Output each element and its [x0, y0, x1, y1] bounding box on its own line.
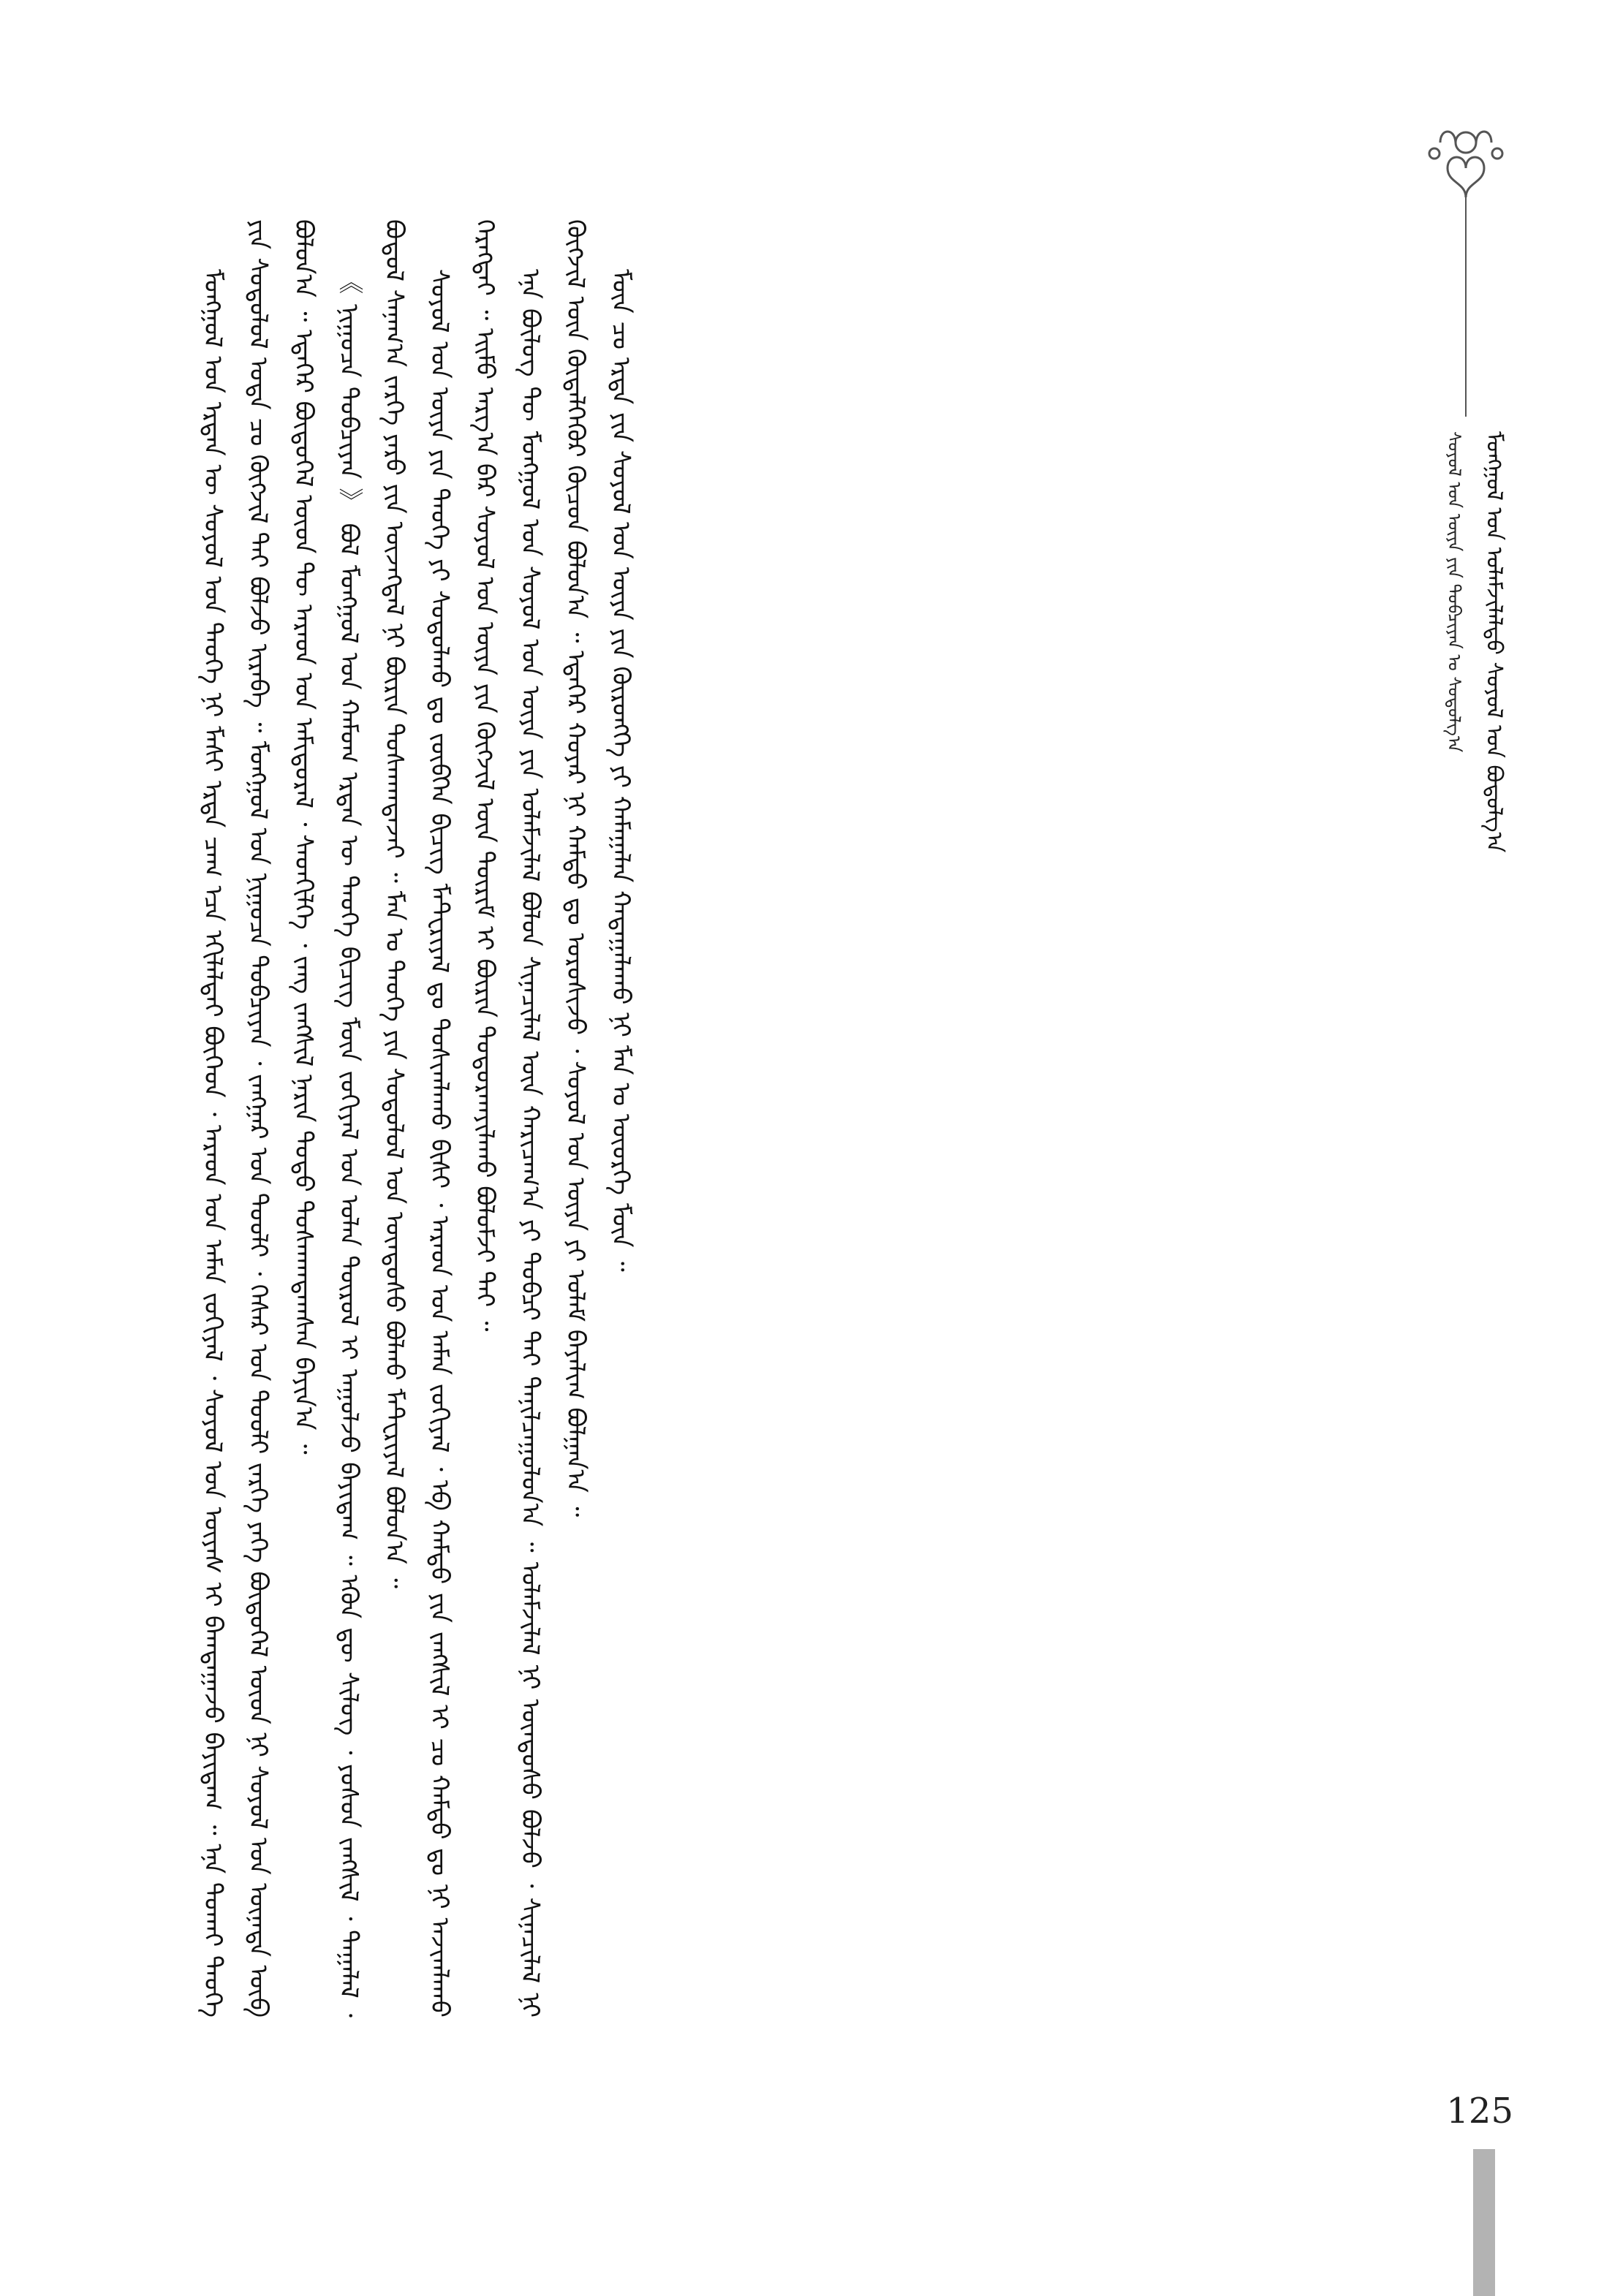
- paragraph: ᠮᠥᠨ ᠴᠤ ᠡᠷᠲᠡ ᠶᠢᠨ ᠰᠣᠶᠣᠯ ᠤᠨ ᠦᠶᠡ ᠶᠢᠨ ᠬᠥᠷᠥᠩᠭᠡ ᠶᠢ ᠬᠠᠮᠠᠭᠠᠯᠠᠨ ᠬᠠᠳᠠᠭᠠᠯᠠᠬᠤ ᠨᠢ ᠮᠠᠨ ᠤ ᠦᠦᠷᠭᠡ ᠮᠥᠨ ᠃: [606, 269, 635, 1272]
- paragraph: ᠡᠨᠡ ᠪᠦᠯᠦᠭ ᠲᠦ ᠮᠣᠩᠭᠣᠯ ᠤᠨ ᠰᠣᠶᠣᠯ ᠤᠨ ᠦᠶᠡ ᠶᠢᠨ ᠤᠯᠠᠮᠵᠢᠯᠠᠯ ᠪᠣᠯᠤᠨ ᠰᠢᠨᠡᠴᠢᠯᠡᠯ ᠦᠨ ᠬᠠᠷᠢᠴᠠᠭ᠎ᠠ ᠶᠢ ᠲᠣᠪᠴᠢ ᠲᠠᠢ ᠲᠠᠨᠢᠯᠴᠠᠭᠤᠯᠤᠨ᠎ᠠ ᠃ ᠤᠯᠠᠮᠵᠢᠯᠠᠯ ᠨᠢ ᠦᠨᠳᠦᠰᠦ ᠪᠣᠯᠵᠤ ᠂ ᠰᠢᠨᠡᠴᠢᠯᠡᠯ ᠨᠢ ᠬᠥᠭᠵᠢᠯ ᠦᠨ ᠬᠥᠳᠡᠯᠭᠡᠭᠦᠷ ᠬᠦᠴᠦᠨ ᠪᠣᠯᠤᠨ᠎ᠠ ᠃ ᠡᠳᠡᠭᠡᠷ ᠬᠣᠶᠠᠷ ᠨᠢ ᠬᠠᠮᠲᠤ ᠳᠤ ᠣᠷᠣᠰᠢᠵᠤ ᠂ ᠰᠣᠶᠣᠯ ᠤᠨ ᠦᠶᠡ ᠶᠢ ᠤᠯᠠᠮ ᠪᠠᠶᠠᠯᠢᠭ ᠪᠣᠯᠭᠠᠨ᠎ᠠ ᠃: [515, 219, 590, 2017]
- running-header: [1418, 117, 1513, 994]
- page-number: 125: [1446, 2091, 1513, 2132]
- paragraph: 《 ᠨᠢᠭᠤᠴᠠ ᠲᠣᠪᠴᠢᠶᠠᠨ 》 ᠪᠣᠯ ᠮᠣᠩᠭᠣᠯ ᠤᠨ ᠬᠠᠮᠤᠭ ᠡᠷᠲᠡᠨ ᠦ ᠲᠡᠦᠬᠡ ᠪᠢᠴᠢᠭ ᠮᠥᠨ ᠵᠣᠬᠢᠶᠠᠯ ᠤᠨ ᠣᠯᠠᠨ ᠲᠥᠷᠥᠯ ᠢ ᠠᠭᠤᠯᠵᠤ ᠪᠠᠶᠢᠳᠠᠭ ᠃ ᠡᠭᠦᠨ ᠳᠦ ᠰᠢᠯᠦᠭ ᠂ ᠶᠣᠰᠤᠨ ᠵᠠᠩᠱᠢᠯ ᠂ ᠲᠠᠭᠠᠯᠠᠯ ᠂ ᠪᠣᠳᠤᠯ ᠰᠠᠨᠠᠭ᠎ᠠ ᠵᠡᠷᠭᠡ ᠶᠡᠷᠦ ᠶᠢᠨ ᠦᠵᠡᠭᠳᠡᠯ ᠨᠢ ᠪᠦᠷᠢᠨ ᠲᠤᠰᠬᠠᠭᠳᠠᠵᠠᠢ ᠃ ᠮᠠᠨ ᠤ ᠲᠡᠦᠬᠡ ᠶᠢᠨ ᠰᠤᠳᠤᠯᠤᠯ ᠤᠨ ᠦᠨᠳᠦᠰᠦ ᠪᠣᠯᠬᠤ ᠮᠠᠲᠸᠷᠢᠶᠠᠯ ᠪᠣᠯᠤᠨ᠎ᠠ ᠃: [334, 219, 409, 2017]
- header-rule: [1465, 197, 1467, 417]
- header-title: ᠮᠣᠩᠭᠣᠯ ᠤᠨ ᠤᠯᠠᠮᠵᠢᠯᠠᠯᠲᠤ ᠰᠤᠶᠤᠯ ᠤᠨ ᠪᠤᠳᠤᠯᠭ᠎ᠠ: [1481, 431, 1507, 853]
- ornament-icon: [1418, 117, 1513, 205]
- header-subtitle: ᠰᠣᠶᠣᠯ ᠤᠨ ᠦᠶᠡ ᠶᠢᠨ ᠲᠣᠪᠴᠢᠶᠠᠨ ᠤ ᠰᠤᠳᠤᠯᠭ᠎ᠠ: [1444, 431, 1464, 753]
- paragraph: ᠰᠣᠶᠣᠯ ᠤᠨ ᠦᠶᠡ ᠶᠢᠨ ᠲᠡᠦᠬᠡ ᠶᠢ ᠰᠤᠳᠤᠯᠬᠤ ᠳᠤ ᠵᠥᠪᠬᠡᠨ ᠪᠢᠴᠢᠭ᠌ ᠮᠠᠲᠸᠷᠢᠶᠠᠯ ᠳᠤ ᠲᠤᠰᠢᠭᠯᠠᠬᠤ ᠪᠢᠰᠢ ᠂ ᠠᠷᠠᠳ ᠤᠨ ᠠᠮᠠᠨ ᠵᠣᠬᠢᠶᠠᠯ ᠂ ᠡᠪ ᠬᠠᠮᠲᠤ ᠶᠢᠨ ᠵᠠᠩᠱᠢᠯ ᠢ ᠴᠤ ᠬᠠᠮᠲᠤ ᠳᠤ ᠨᠢ ᠠᠵᠢᠭᠯᠠᠬᠤ ᠬᠡᠷᠡᠭᠲᠡᠢ ᠃ ᠡᠢᠮᠦ ᠠᠷᠭ᠎ᠠ ᠪᠠᠷ ᠰᠣᠶᠣᠯ ᠤᠨ ᠦᠶᠡ ᠶᠢᠨ ᠬᠥᠭᠵᠢᠯ ᠦᠨ ᠳᠦᠷᠢᠮ ᠢ ᠪᠦᠷᠢᠨ ᠲᠣᠳᠣᠷᠬᠠᠶᠢᠯᠠᠬᠤ ᠪᠣᠯᠤᠮᠵᠢ ᠲᠠᠢ ᠃: [425, 219, 499, 2017]
- body-text: [190, 219, 1389, 2017]
- page-edge-bar: [1473, 2149, 1495, 2296]
- paragraph: ᠮᠣᠩᠭᠣᠯ ᠤᠨ ᠡᠷᠲᠡᠨ ᠦ ᠰᠣᠶᠣᠯ ᠤᠨ ᠲᠡᠦᠬᠡ ᠨᠢ ᠮᠠᠰᠢ ᠡᠷᠲᠡ ᠴᠠᠭ ᠡᠴᠡ ᠡᠬᠢᠯᠡᠯᠲᠡᠢ ᠪᠥᠭᠡᠳ ᠂ ᠠᠷᠠᠳ ᠤᠨ ᠠᠮᠠᠨ ᠵᠣᠬᠢᠶᠠᠯ ᠂ ᠰᠣᠶᠣᠯ ᠤᠨ ᠦᠶᠡᠰ ᠢ ᠪᠠᠭᠲᠠᠭᠠᠵᠤ ᠪᠠᠶᠢᠳᠠᠭ ᠃ ᠡᠨᠡ ᠲᠤᠬᠠᠢ ᠲᠡᠦᠬᠡ ᠶᠢᠨ ᠰᠤᠳᠤᠯᠤᠯ ᠤᠳᠠ ᠴᠤ ᠬᠥᠭᠵᠢᠯ ᠲᠡᠢ ᠪᠣᠯᠵᠤ ᠢᠷᠡᠪᠡ ᠃ ᠮᠣᠩᠭᠣᠯ ᠤᠨ ᠨᠢᠭᠤᠴᠠ ᠲᠣᠪᠴᠢᠶᠠᠨ ᠂ ᠵᠠᠩᠭᠠᠷ ᠤᠨ ᠲᠤᠤᠯᠢ ᠂ ᠭᠡᠰᠡᠷ ᠤᠨ ᠲᠤᠤᠯᠢ ᠵᠡᠷᠭᠡ ᠶᠡᠬᠡ ᠪᠦᠲᠦᠭᠡᠯ ᠦᠳ ᠨᠢ ᠰᠣᠶᠣᠯ ᠤᠨ ᠦᠨᠡᠲᠡ ᠥᠪ ᠪᠣᠯᠤᠨ᠎ᠠ ᠃ ᠡᠳᠡᠭᠡᠷ ᠪᠦᠲᠦᠭᠡᠯ ᠦᠳ ᠲᠦ ᠠᠷᠠᠳ ᠤᠨ ᠠᠮᠢᠳᠤᠷᠠᠯ ᠂ ᠰᠡᠳᠬᠢᠯᠭᠡ ᠂ ᠵᠠᠩ ᠵᠠᠩᠱᠢᠯ ᠨᠠᠷᠢᠨ ᠲᠣᠳᠣ ᠲᠤᠰᠬᠠᠭᠳᠠᠭᠰᠠᠨ ᠪᠠᠶᠢᠨ᠎ᠠ ᠃: [198, 219, 318, 2017]
